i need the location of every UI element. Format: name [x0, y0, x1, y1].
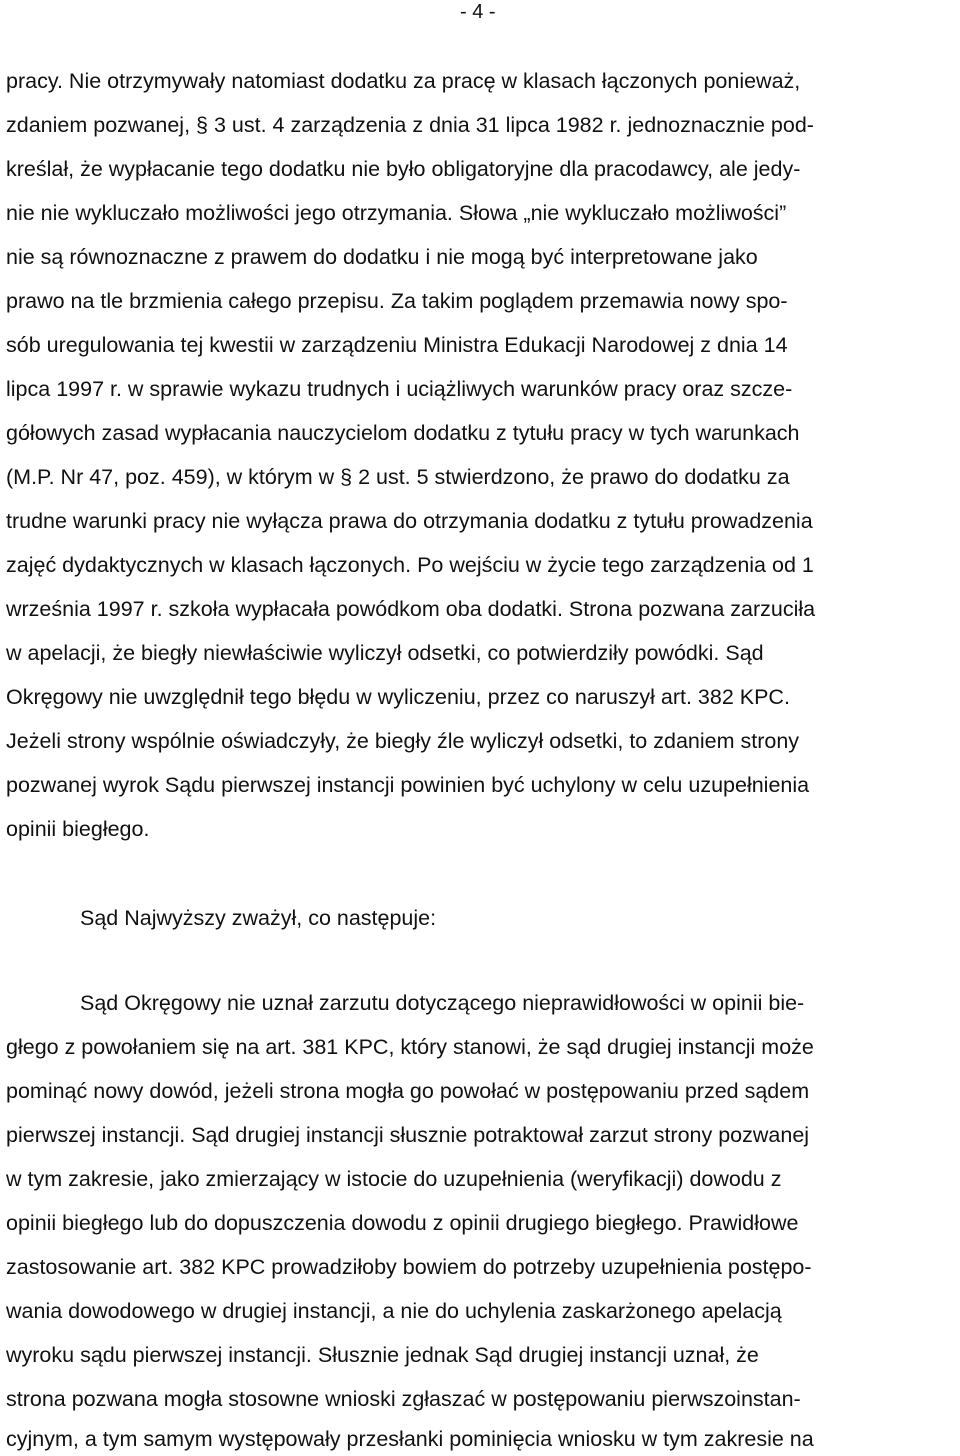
text-line: nie nie wykluczało możliwości jego otrzymania. Słowa „nie wykluczało możliwości” — [6, 201, 787, 225]
text-line: cyjnym, a tym samym występowały przesłanki pominięcia wniosku w tym zakresie na — [6, 1427, 814, 1451]
text-line: Okręgowy nie uwzględnił tego błędu w wyliczeniu, przez co naruszył art. 382 KPC. — [6, 685, 790, 709]
text-line: lipca 1997 r. w sprawie wykazu trudnych i uciążliwych warunków pracy oraz szcze- — [6, 377, 793, 401]
text-line: sób uregulowania tej kwestii w zarządzeniu Ministra Edukacji Narodowej z dnia 14 — [6, 333, 788, 357]
text-line: pozwanej wyrok Sądu pierwszej instancji powinien być uchylony w celu uzupełnienia — [6, 773, 810, 797]
page-number: - 4 - — [460, 1, 496, 23]
section-heading: Sąd Najwyższy zważył, co następuje: — [80, 906, 437, 930]
text-line: gółowych zasad wypłacania nauczycielom dodatku z tytułu pracy w tych warunkach — [6, 421, 800, 445]
text-line: pominąć nowy dowód, jeżeli strona mogła go powołać w postępowaniu przed sądem — [6, 1079, 810, 1103]
text-line: trudne warunki pracy nie wyłącza prawa do otrzymania dodatku z tytułu prowadzenia — [6, 509, 813, 533]
text-line: kreślał, że wypłacanie tego dodatku nie było obligatoryjne dla pracodawcy, ale jedy- — [6, 157, 801, 181]
text-line: nie są równoznaczne z prawem do dodatku i nie mogą być interpretowane jako — [6, 245, 758, 269]
text-line: strona pozwana mogła stosowne wnioski zgłaszać w postępowaniu pierwszoinstan- — [6, 1387, 801, 1411]
text-line: opinii biegłego lub do dopuszczenia dowodu z opinii drugiego biegłego. Prawidłowe — [6, 1211, 799, 1235]
text-line: prawo na tle brzmienia całego przepisu. Za takim poglądem przemawia nowy spo- — [6, 289, 788, 313]
text-line: Jeżeli strony wspólnie oświadczyły, że biegły źle wyliczył odsetki, to zdaniem strony — [6, 729, 800, 753]
text-line: wania dowodowego w drugiej instancji, a nie do uchylenia zaskarżonego apelacją — [6, 1299, 782, 1323]
text-line: wyroku sądu pierwszej instancji. Słusznie jednak Sąd drugiej instancji uznał, że — [6, 1343, 759, 1367]
text-line: w apelacji, że biegły niewłaściwie wyliczył odsetki, co potwierdziły powódki. Sąd — [6, 641, 764, 665]
text-line: pierwszej instancji. Sąd drugiej instancji słusznie potraktował zarzut strony pozwanej — [6, 1123, 810, 1147]
text-line: w tym zakresie, jako zmierzający w istocie do uzupełnienia (weryfikacji) dowodu z — [6, 1167, 782, 1191]
text-line: pracy. Nie otrzymywały natomiast dodatku za pracę w klasach łączonych ponieważ, — [6, 69, 801, 93]
text-line: (M.P. Nr 47, poz. 459), w którym w § 2 ust. 5 stwierdzono, że prawo do dodatku za — [6, 465, 790, 489]
text-line: opinii biegłego. — [6, 817, 150, 841]
text-line: września 1997 r. szkoła wypłacała powódkom oba dodatki. Strona pozwana zarzuciła — [6, 597, 816, 621]
text-line: głego z powołaniem się na art. 381 KPC, który stanowi, że sąd drugiej instancji może — [6, 1035, 814, 1059]
text-line: zajęć dydaktycznych w klasach łączonych. Po wejściu w życie tego zarządzenia od 1 — [6, 553, 814, 577]
text-line: Sąd Okręgowy nie uznał zarzutu dotyczącego nieprawidłowości w opinii bie- — [80, 991, 805, 1015]
text-line: zdaniem pozwanej, § 3 ust. 4 zarządzenia z dnia 31 lipca 1982 r. jednoznacznie pod- — [6, 113, 814, 137]
text-line: zastosowanie art. 382 KPC prowadziłoby bowiem do potrzeby uzupełnienia postępo- — [6, 1255, 812, 1279]
